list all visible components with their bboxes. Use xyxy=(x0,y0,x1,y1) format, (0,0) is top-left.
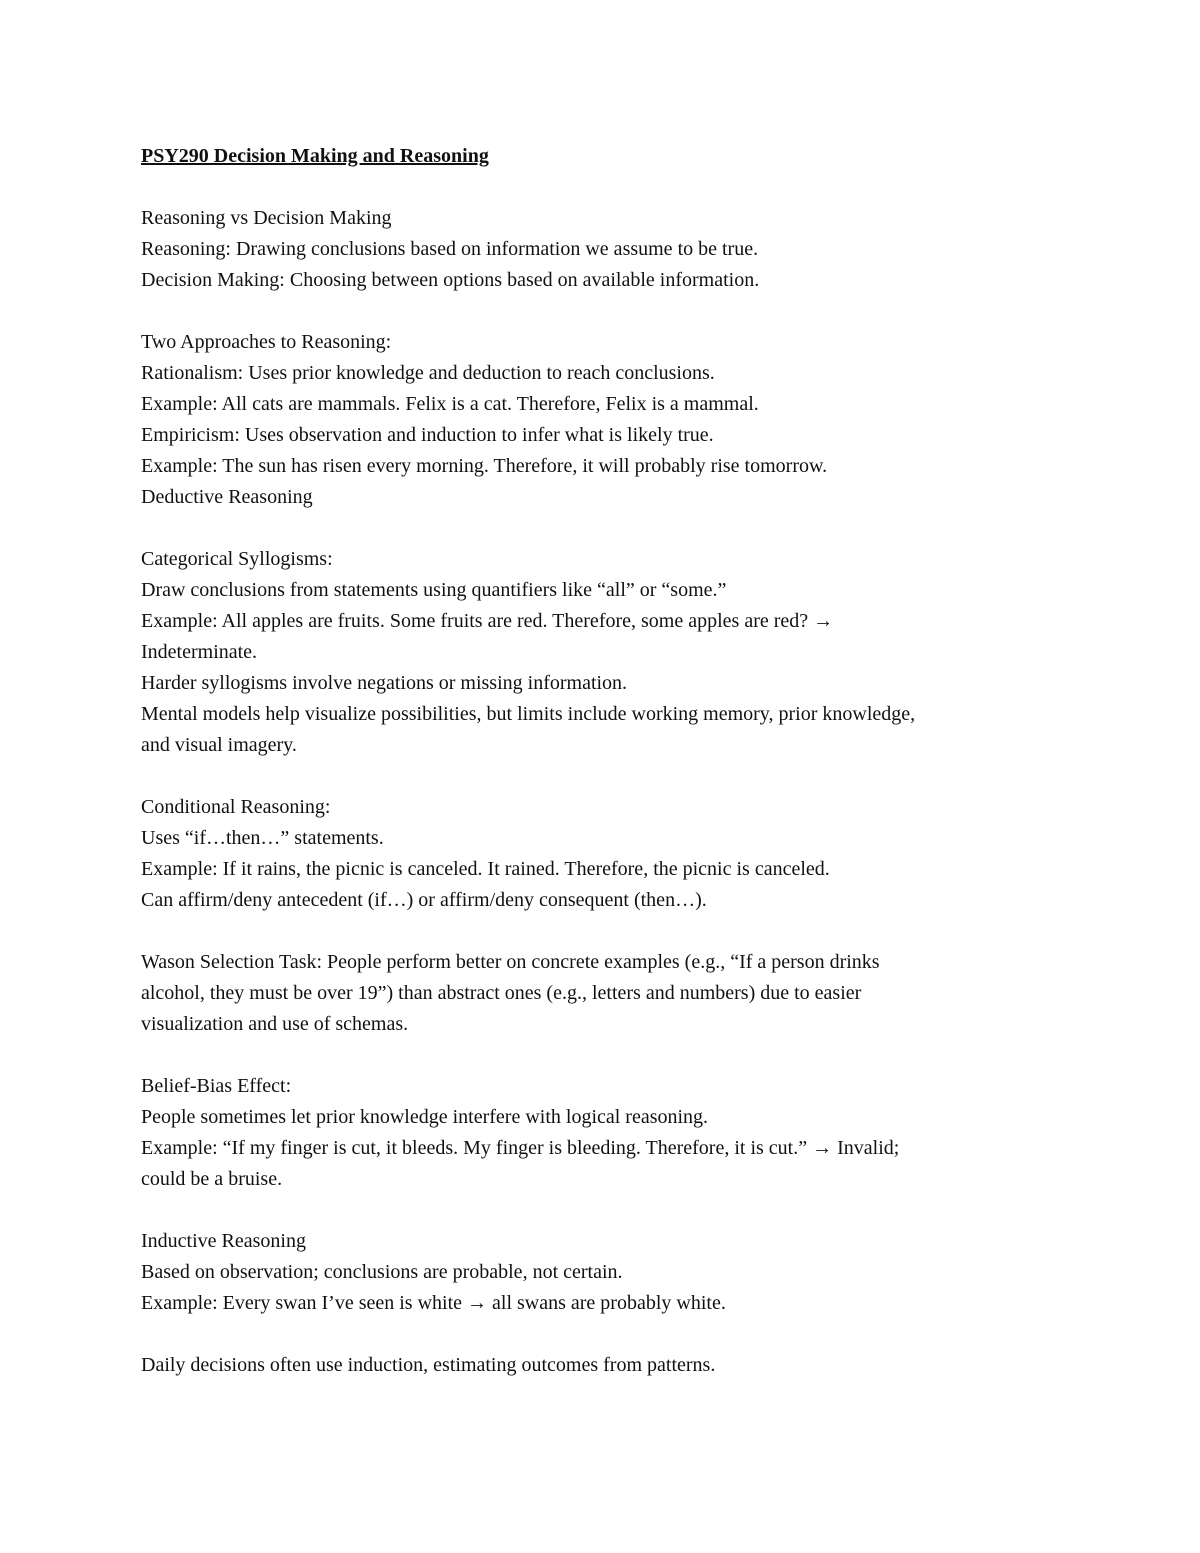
text-line: could be a bruise. xyxy=(141,1168,283,1190)
section-heading: Belief-Bias Effect: xyxy=(141,1075,292,1097)
section-heading: Deductive Reasoning xyxy=(141,486,313,508)
section-heading: Reasoning vs Decision Making xyxy=(141,207,392,229)
text-line: Uses “if…then…” statements. xyxy=(141,827,384,849)
section-heading: Conditional Reasoning: xyxy=(141,796,331,818)
section-belief-bias xyxy=(141,1071,1081,1195)
text-line: Based on observation; conclusions are probable, not certain. xyxy=(141,1261,623,1283)
text-line: Wason Selection Task: People perform better on concrete examples (e.g., “If a person drinks xyxy=(141,951,880,973)
section-daily-decisions xyxy=(141,1350,1081,1381)
section-wason-selection xyxy=(141,947,1081,1040)
text-line: Example: All apples are fruits. Some fruits are red. Therefore, some apples are red? → xyxy=(141,610,834,632)
text-line: Example: If it rains, the picnic is canceled. It rained. Therefore, the picnic is canceled. xyxy=(141,858,830,880)
text-line: Decision Making: Choosing between options based on available information. xyxy=(141,269,760,291)
text-line: Rationalism: Uses prior knowledge and deduction to reach conclusions. xyxy=(141,362,715,384)
text-line: Indeterminate. xyxy=(141,641,258,663)
section-categorical-syllogisms xyxy=(141,544,1081,761)
text-line: Example: The sun has risen every morning. Therefore, it will probably rise tomorrow. xyxy=(141,455,828,477)
text-line: Example: All cats are mammals. Felix is a cat. Therefore, Felix is a mammal. xyxy=(141,393,759,415)
document-title: PSY290 Decision Making and Reasoning xyxy=(141,145,489,167)
section-heading: Categorical Syllogisms: xyxy=(141,548,333,570)
section-heading: Two Approaches to Reasoning: xyxy=(141,331,392,353)
text-line: Example: “If my finger is cut, it bleeds. My finger is bleeding. Therefore, it is cut.” → Invalid; xyxy=(141,1137,900,1159)
text-line: Daily decisions often use induction, estimating outcomes from patterns. xyxy=(141,1354,716,1376)
text-line: Draw conclusions from statements using quantifiers like “all” or “some.” xyxy=(141,579,727,601)
text-line: Reasoning: Drawing conclusions based on information we assume to be true. xyxy=(141,238,759,260)
document-page xyxy=(141,141,1081,1381)
section-conditional-reasoning xyxy=(141,792,1081,916)
text-line: and visual imagery. xyxy=(141,734,297,756)
text-line: alcohol, they must be over 19”) than abstract ones (e.g., letters and numbers) due to easier xyxy=(141,982,862,1004)
text-line: Empiricism: Uses observation and induction to infer what is likely true. xyxy=(141,424,714,446)
text-line: Mental models help visualize possibilities, but limits include working memory, prior knowledge, xyxy=(141,703,916,725)
text-line: Harder syllogisms involve negations or missing information. xyxy=(141,672,628,694)
text-line: People sometimes let prior knowledge interfere with logical reasoning. xyxy=(141,1106,709,1128)
section-inductive-reasoning xyxy=(141,1226,1081,1319)
section-two-approaches xyxy=(141,327,1081,513)
section-heading: Inductive Reasoning xyxy=(141,1230,306,1252)
text-line: visualization and use of schemas. xyxy=(141,1013,409,1035)
text-line: Example: Every swan I’ve seen is white → all swans are probably white. xyxy=(141,1292,726,1314)
text-line: Can affirm/deny antecedent (if…) or affirm/deny consequent (then…). xyxy=(141,889,707,911)
section-reasoning-vs-decision xyxy=(141,203,1081,296)
